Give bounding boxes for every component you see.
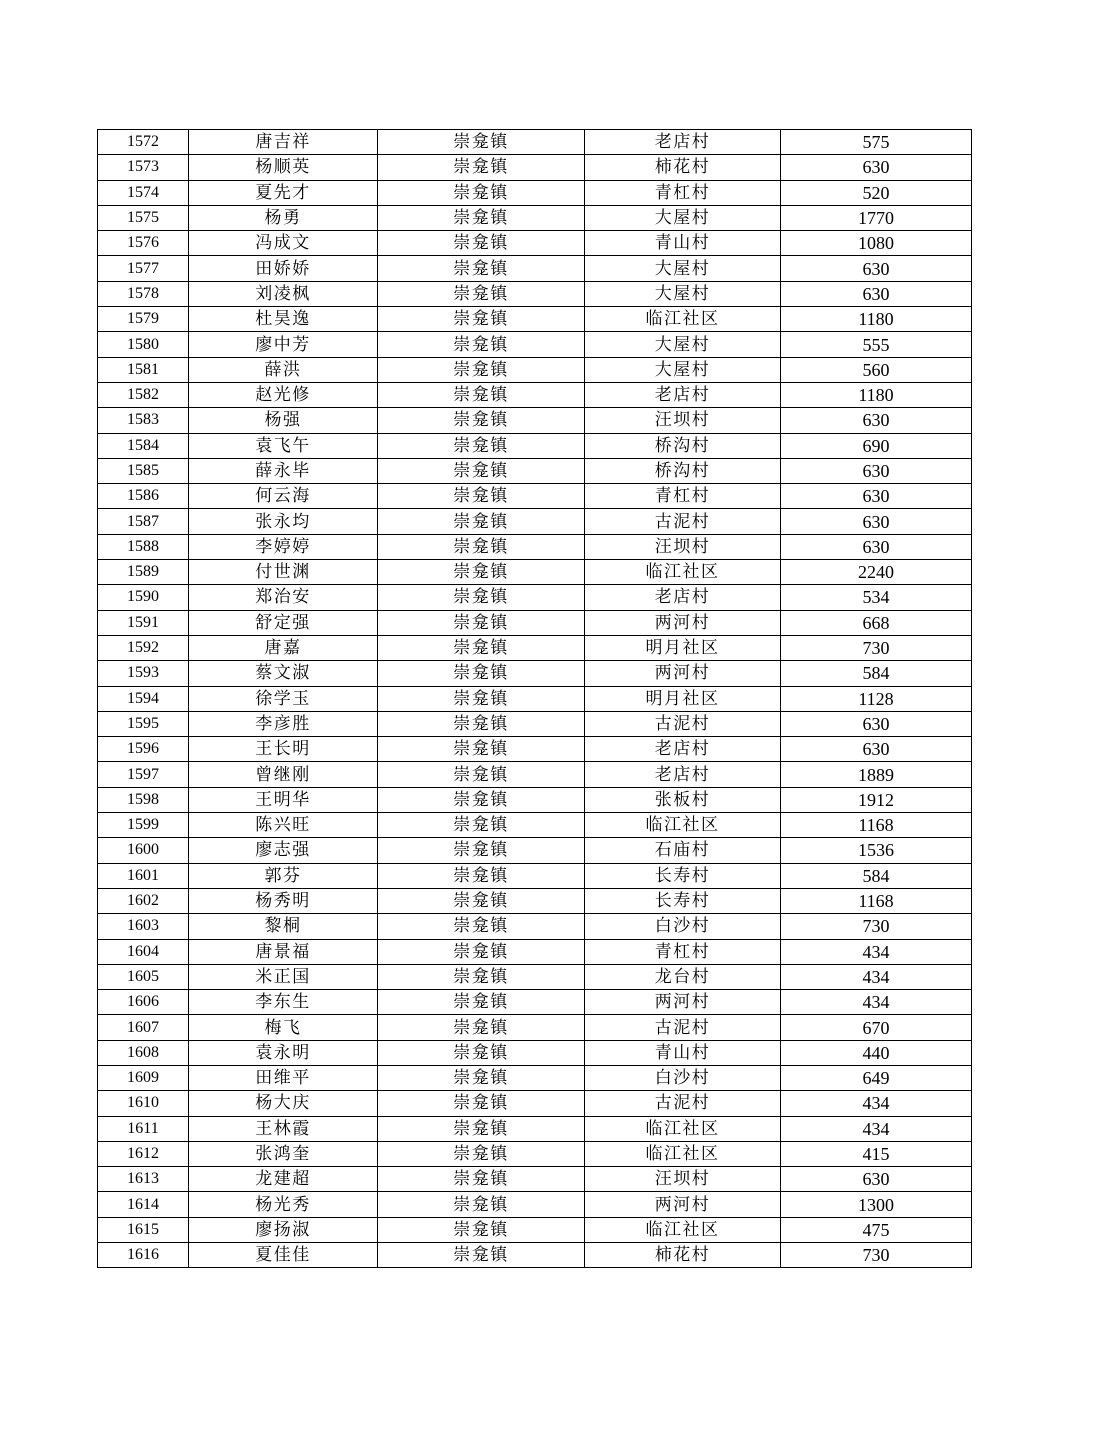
name-cell: 唐吉祥 (189, 130, 378, 155)
table-row (98, 914, 972, 939)
row-number-cell: 1572 (98, 130, 189, 155)
town-cell: 崇龛镇 (378, 585, 585, 610)
row-number-cell: 1592 (98, 635, 189, 660)
amount-cell: 1889 (781, 762, 972, 787)
town-cell: 崇龛镇 (378, 130, 585, 155)
name-cell: 曾继刚 (189, 762, 378, 787)
town-cell: 崇龛镇 (378, 610, 585, 635)
village-cell: 老店村 (585, 737, 781, 762)
amount-cell: 670 (781, 1015, 972, 1040)
table-row (98, 1167, 972, 1192)
row-number-cell: 1574 (98, 180, 189, 205)
village-cell: 大屋村 (585, 357, 781, 382)
name-cell: 冯成文 (189, 231, 378, 256)
table-row (98, 484, 972, 509)
town-cell: 崇龛镇 (378, 661, 585, 686)
village-cell: 古泥村 (585, 1015, 781, 1040)
table-row (98, 307, 972, 332)
name-cell: 赵光修 (189, 382, 378, 407)
amount-cell: 1180 (781, 307, 972, 332)
table-row (98, 1243, 972, 1268)
beneficiary-table (97, 129, 972, 1268)
town-cell: 崇龛镇 (378, 281, 585, 306)
row-number-cell: 1590 (98, 585, 189, 610)
amount-cell: 575 (781, 130, 972, 155)
town-cell: 崇龛镇 (378, 534, 585, 559)
amount-cell: 584 (781, 863, 972, 888)
row-number-cell: 1615 (98, 1217, 189, 1242)
row-number-cell: 1598 (98, 787, 189, 812)
name-cell: 杨强 (189, 408, 378, 433)
table-row (98, 1116, 972, 1141)
name-cell: 袁飞午 (189, 433, 378, 458)
village-cell: 老店村 (585, 382, 781, 407)
table-row (98, 357, 972, 382)
town-cell: 崇龛镇 (378, 787, 585, 812)
village-cell: 两河村 (585, 990, 781, 1015)
name-cell: 唐景福 (189, 939, 378, 964)
village-cell: 长寿村 (585, 888, 781, 913)
name-cell: 徐学玉 (189, 686, 378, 711)
table-row (98, 863, 972, 888)
town-cell: 崇龛镇 (378, 155, 585, 180)
name-cell: 廖扬淑 (189, 1217, 378, 1242)
town-cell: 崇龛镇 (378, 332, 585, 357)
amount-cell: 434 (781, 964, 972, 989)
amount-cell: 1300 (781, 1192, 972, 1217)
village-cell: 青杠村 (585, 939, 781, 964)
row-number-cell: 1575 (98, 205, 189, 230)
row-number-cell: 1610 (98, 1091, 189, 1116)
village-cell: 老店村 (585, 762, 781, 787)
town-cell: 崇龛镇 (378, 560, 585, 585)
row-number-cell: 1601 (98, 863, 189, 888)
amount-cell: 630 (781, 534, 972, 559)
village-cell: 临江社区 (585, 1116, 781, 1141)
table-row (98, 711, 972, 736)
name-cell: 梅飞 (189, 1015, 378, 1040)
table-row (98, 813, 972, 838)
row-number-cell: 1593 (98, 661, 189, 686)
town-cell: 崇龛镇 (378, 433, 585, 458)
amount-cell: 434 (781, 1091, 972, 1116)
village-cell: 石庙村 (585, 838, 781, 863)
amount-cell: 630 (781, 509, 972, 534)
table-row (98, 281, 972, 306)
town-cell: 崇龛镇 (378, 1192, 585, 1217)
row-number-cell: 1578 (98, 281, 189, 306)
name-cell: 廖中芳 (189, 332, 378, 357)
table-row (98, 180, 972, 205)
town-cell: 崇龛镇 (378, 964, 585, 989)
village-cell: 青山村 (585, 231, 781, 256)
amount-cell: 730 (781, 635, 972, 660)
row-number-cell: 1607 (98, 1015, 189, 1040)
amount-cell: 1080 (781, 231, 972, 256)
village-cell: 临江社区 (585, 307, 781, 332)
amount-cell: 415 (781, 1141, 972, 1166)
town-cell: 崇龛镇 (378, 382, 585, 407)
village-cell: 汪坝村 (585, 1167, 781, 1192)
row-number-cell: 1588 (98, 534, 189, 559)
table-row (98, 888, 972, 913)
amount-cell: 690 (781, 433, 972, 458)
town-cell: 崇龛镇 (378, 1141, 585, 1166)
amount-cell: 520 (781, 180, 972, 205)
row-number-cell: 1595 (98, 711, 189, 736)
name-cell: 刘凌枫 (189, 281, 378, 306)
table-row (98, 787, 972, 812)
row-number-cell: 1602 (98, 888, 189, 913)
village-cell: 龙台村 (585, 964, 781, 989)
amount-cell: 434 (781, 990, 972, 1015)
village-cell: 青杠村 (585, 484, 781, 509)
amount-cell: 1168 (781, 888, 972, 913)
village-cell: 两河村 (585, 661, 781, 686)
town-cell: 崇龛镇 (378, 990, 585, 1015)
town-cell: 崇龛镇 (378, 711, 585, 736)
amount-cell: 2240 (781, 560, 972, 585)
table-row (98, 1040, 972, 1065)
town-cell: 崇龛镇 (378, 813, 585, 838)
table-row (98, 1141, 972, 1166)
name-cell: 龙建超 (189, 1167, 378, 1192)
village-cell: 大屋村 (585, 332, 781, 357)
village-cell: 青山村 (585, 1040, 781, 1065)
town-cell: 崇龛镇 (378, 458, 585, 483)
row-number-cell: 1576 (98, 231, 189, 256)
town-cell: 崇龛镇 (378, 256, 585, 281)
village-cell: 大屋村 (585, 205, 781, 230)
table-row (98, 1065, 972, 1090)
village-cell: 白沙村 (585, 1065, 781, 1090)
row-number-cell: 1597 (98, 762, 189, 787)
row-number-cell: 1603 (98, 914, 189, 939)
table-row (98, 964, 972, 989)
village-cell: 柿花村 (585, 155, 781, 180)
amount-cell: 668 (781, 610, 972, 635)
amount-cell: 630 (781, 711, 972, 736)
name-cell: 蔡文淑 (189, 661, 378, 686)
table-row (98, 838, 972, 863)
amount-cell: 630 (781, 281, 972, 306)
village-cell: 临江社区 (585, 813, 781, 838)
name-cell: 王长明 (189, 737, 378, 762)
row-number-cell: 1583 (98, 408, 189, 433)
name-cell: 袁永明 (189, 1040, 378, 1065)
amount-cell: 1912 (781, 787, 972, 812)
row-number-cell: 1579 (98, 307, 189, 332)
name-cell: 王林霞 (189, 1116, 378, 1141)
village-cell: 汪坝村 (585, 408, 781, 433)
town-cell: 崇龛镇 (378, 863, 585, 888)
name-cell: 薛洪 (189, 357, 378, 382)
table-row (98, 509, 972, 534)
row-number-cell: 1577 (98, 256, 189, 281)
row-number-cell: 1605 (98, 964, 189, 989)
amount-cell: 555 (781, 332, 972, 357)
name-cell: 杨顺英 (189, 155, 378, 180)
name-cell: 田维平 (189, 1065, 378, 1090)
town-cell: 崇龛镇 (378, 1015, 585, 1040)
table-row (98, 534, 972, 559)
town-cell: 崇龛镇 (378, 762, 585, 787)
village-cell: 柿花村 (585, 1243, 781, 1268)
name-cell: 李婷婷 (189, 534, 378, 559)
town-cell: 崇龛镇 (378, 635, 585, 660)
amount-cell: 1128 (781, 686, 972, 711)
town-cell: 崇龛镇 (378, 1040, 585, 1065)
table-row (98, 1217, 972, 1242)
row-number-cell: 1586 (98, 484, 189, 509)
row-number-cell: 1585 (98, 458, 189, 483)
table-row (98, 661, 972, 686)
village-cell: 明月社区 (585, 635, 781, 660)
amount-cell: 630 (781, 484, 972, 509)
name-cell: 黎桐 (189, 914, 378, 939)
row-number-cell: 1581 (98, 357, 189, 382)
table-row (98, 939, 972, 964)
amount-cell: 560 (781, 357, 972, 382)
town-cell: 崇龛镇 (378, 484, 585, 509)
amount-cell: 1770 (781, 205, 972, 230)
table-row (98, 205, 972, 230)
village-cell: 老店村 (585, 585, 781, 610)
amount-cell: 630 (781, 408, 972, 433)
amount-cell: 630 (781, 155, 972, 180)
name-cell: 杨光秀 (189, 1192, 378, 1217)
amount-cell: 630 (781, 1167, 972, 1192)
amount-cell: 649 (781, 1065, 972, 1090)
name-cell: 杨勇 (189, 205, 378, 230)
town-cell: 崇龛镇 (378, 307, 585, 332)
amount-cell: 584 (781, 661, 972, 686)
row-number-cell: 1584 (98, 433, 189, 458)
name-cell: 田娇娇 (189, 256, 378, 281)
town-cell: 崇龛镇 (378, 180, 585, 205)
name-cell: 薛永毕 (189, 458, 378, 483)
table-row (98, 231, 972, 256)
table-row (98, 332, 972, 357)
town-cell: 崇龛镇 (378, 231, 585, 256)
name-cell: 郭芬 (189, 863, 378, 888)
village-cell: 两河村 (585, 610, 781, 635)
name-cell: 李东生 (189, 990, 378, 1015)
town-cell: 崇龛镇 (378, 737, 585, 762)
town-cell: 崇龛镇 (378, 1116, 585, 1141)
village-cell: 两河村 (585, 1192, 781, 1217)
amount-cell: 730 (781, 914, 972, 939)
town-cell: 崇龛镇 (378, 914, 585, 939)
village-cell: 临江社区 (585, 1141, 781, 1166)
row-number-cell: 1612 (98, 1141, 189, 1166)
table-row (98, 762, 972, 787)
amount-cell: 1536 (781, 838, 972, 863)
row-number-cell: 1613 (98, 1167, 189, 1192)
village-cell: 临江社区 (585, 1217, 781, 1242)
table-row (98, 1192, 972, 1217)
row-number-cell: 1582 (98, 382, 189, 407)
village-cell: 大屋村 (585, 281, 781, 306)
table-row (98, 408, 972, 433)
row-number-cell: 1606 (98, 990, 189, 1015)
row-number-cell: 1591 (98, 610, 189, 635)
name-cell: 杜昊逸 (189, 307, 378, 332)
village-cell: 古泥村 (585, 509, 781, 534)
name-cell: 王明华 (189, 787, 378, 812)
town-cell: 崇龛镇 (378, 1167, 585, 1192)
table-row (98, 610, 972, 635)
village-cell: 青杠村 (585, 180, 781, 205)
name-cell: 陈兴旺 (189, 813, 378, 838)
table-body (98, 130, 972, 1268)
table-row (98, 382, 972, 407)
village-cell: 大屋村 (585, 256, 781, 281)
village-cell: 古泥村 (585, 711, 781, 736)
row-number-cell: 1589 (98, 560, 189, 585)
name-cell: 夏先才 (189, 180, 378, 205)
table-row (98, 130, 972, 155)
row-number-cell: 1596 (98, 737, 189, 762)
row-number-cell: 1580 (98, 332, 189, 357)
table-row (98, 433, 972, 458)
name-cell: 李彦胜 (189, 711, 378, 736)
name-cell: 舒定强 (189, 610, 378, 635)
row-number-cell: 1573 (98, 155, 189, 180)
table-row (98, 635, 972, 660)
amount-cell: 730 (781, 1243, 972, 1268)
row-number-cell: 1594 (98, 686, 189, 711)
row-number-cell: 1609 (98, 1065, 189, 1090)
amount-cell: 440 (781, 1040, 972, 1065)
village-cell: 临江社区 (585, 560, 781, 585)
village-cell: 长寿村 (585, 863, 781, 888)
name-cell: 杨秀明 (189, 888, 378, 913)
amount-cell: 630 (781, 256, 972, 281)
table-row (98, 686, 972, 711)
amount-cell: 434 (781, 1116, 972, 1141)
town-cell: 崇龛镇 (378, 838, 585, 863)
table-row (98, 458, 972, 483)
name-cell: 廖志强 (189, 838, 378, 863)
name-cell: 杨大庆 (189, 1091, 378, 1116)
name-cell: 夏佳佳 (189, 1243, 378, 1268)
town-cell: 崇龛镇 (378, 408, 585, 433)
row-number-cell: 1614 (98, 1192, 189, 1217)
town-cell: 崇龛镇 (378, 205, 585, 230)
town-cell: 崇龛镇 (378, 357, 585, 382)
amount-cell: 1168 (781, 813, 972, 838)
name-cell: 付世渊 (189, 560, 378, 585)
name-cell: 米正国 (189, 964, 378, 989)
row-number-cell: 1604 (98, 939, 189, 964)
village-cell: 白沙村 (585, 914, 781, 939)
town-cell: 崇龛镇 (378, 939, 585, 964)
table-row (98, 737, 972, 762)
table-row (98, 990, 972, 1015)
table-row (98, 155, 972, 180)
village-cell: 明月社区 (585, 686, 781, 711)
row-number-cell: 1587 (98, 509, 189, 534)
table-row (98, 585, 972, 610)
row-number-cell: 1616 (98, 1243, 189, 1268)
name-cell: 郑治安 (189, 585, 378, 610)
village-cell: 张板村 (585, 787, 781, 812)
row-number-cell: 1611 (98, 1116, 189, 1141)
amount-cell: 1180 (781, 382, 972, 407)
town-cell: 崇龛镇 (378, 1091, 585, 1116)
row-number-cell: 1608 (98, 1040, 189, 1065)
village-cell: 桥沟村 (585, 433, 781, 458)
town-cell: 崇龛镇 (378, 888, 585, 913)
name-cell: 何云海 (189, 484, 378, 509)
row-number-cell: 1600 (98, 838, 189, 863)
amount-cell: 534 (781, 585, 972, 610)
name-cell: 张永均 (189, 509, 378, 534)
amount-cell: 630 (781, 737, 972, 762)
village-cell: 汪坝村 (585, 534, 781, 559)
table-row (98, 256, 972, 281)
row-number-cell: 1599 (98, 813, 189, 838)
town-cell: 崇龛镇 (378, 686, 585, 711)
town-cell: 崇龛镇 (378, 1243, 585, 1268)
name-cell: 唐嘉 (189, 635, 378, 660)
town-cell: 崇龛镇 (378, 1065, 585, 1090)
table-row (98, 1091, 972, 1116)
amount-cell: 475 (781, 1217, 972, 1242)
village-cell: 老店村 (585, 130, 781, 155)
town-cell: 崇龛镇 (378, 509, 585, 534)
table-row (98, 1015, 972, 1040)
village-cell: 桥沟村 (585, 458, 781, 483)
name-cell: 张鸿奎 (189, 1141, 378, 1166)
village-cell: 古泥村 (585, 1091, 781, 1116)
table-row (98, 560, 972, 585)
amount-cell: 434 (781, 939, 972, 964)
town-cell: 崇龛镇 (378, 1217, 585, 1242)
amount-cell: 630 (781, 458, 972, 483)
